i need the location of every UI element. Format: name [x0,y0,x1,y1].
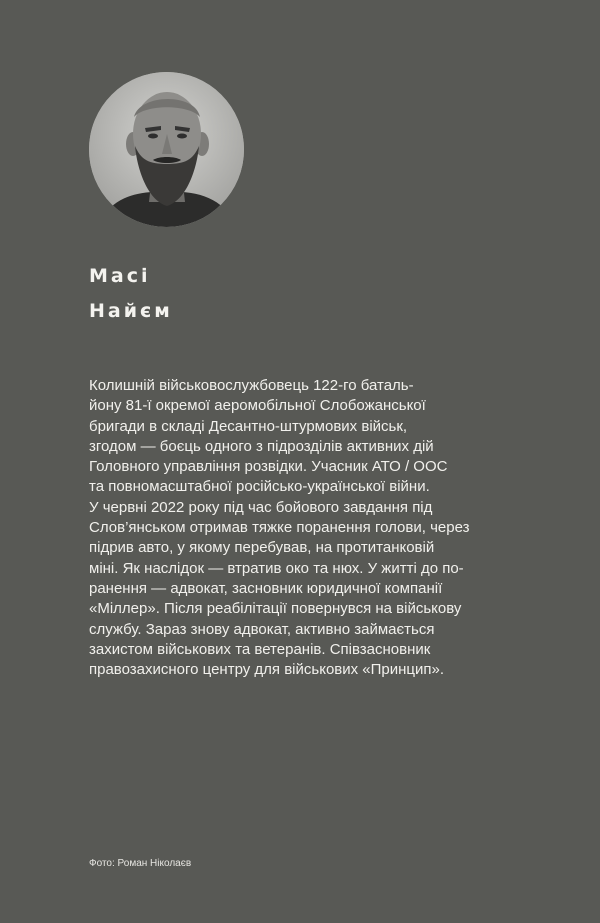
author-portrait [89,72,244,227]
bio-line: та повномасштабної російсько-української війни. [89,478,430,496]
author-first-name: Масі [89,265,151,287]
bio-line: міні. Як наслідок — втратив око та нюх. У житті до по- [89,559,464,577]
bio-line: «Міллер». Після реабілітації повернувся на військову [89,600,462,618]
bio-line: правозахисного центру для військових «Принцип». [89,661,445,679]
bio-line: Слов’янськом отримав тяжке поранення голови, через [89,519,470,537]
bio-line: захистом військових та ветеранів. Співзасновник [89,640,431,658]
bio-line: бригади в складі Десантно-штурмових військ, [89,417,408,435]
bio-line: Головного управління розвідки. Учасник АТО / ООС [89,458,448,476]
author-last-name: Найєм [89,300,173,322]
bio-line: службу. Зараз знову адвокат, активно займається [89,620,435,638]
bio-line: згодом — боєць одного з підрозділів активних дій [89,437,434,455]
photo-credit: Фото: Роман Ніколаєв [89,858,192,869]
bio-line: У червні 2022 року під час бойового завдання під [89,498,433,516]
bio-line: підрив авто, у якому перебував, на протитанковій [89,539,435,557]
bio-line: ранення — адвокат, засновник юридичної компанії [89,579,443,597]
bio-line: Колишній військовослужбовець 122-го баталь- [89,377,414,394]
author-photo-image [89,72,244,227]
author-bio [89,376,489,680]
bio-line: йону 81-ї окремої аеромобільної Слобожанської [89,397,426,415]
